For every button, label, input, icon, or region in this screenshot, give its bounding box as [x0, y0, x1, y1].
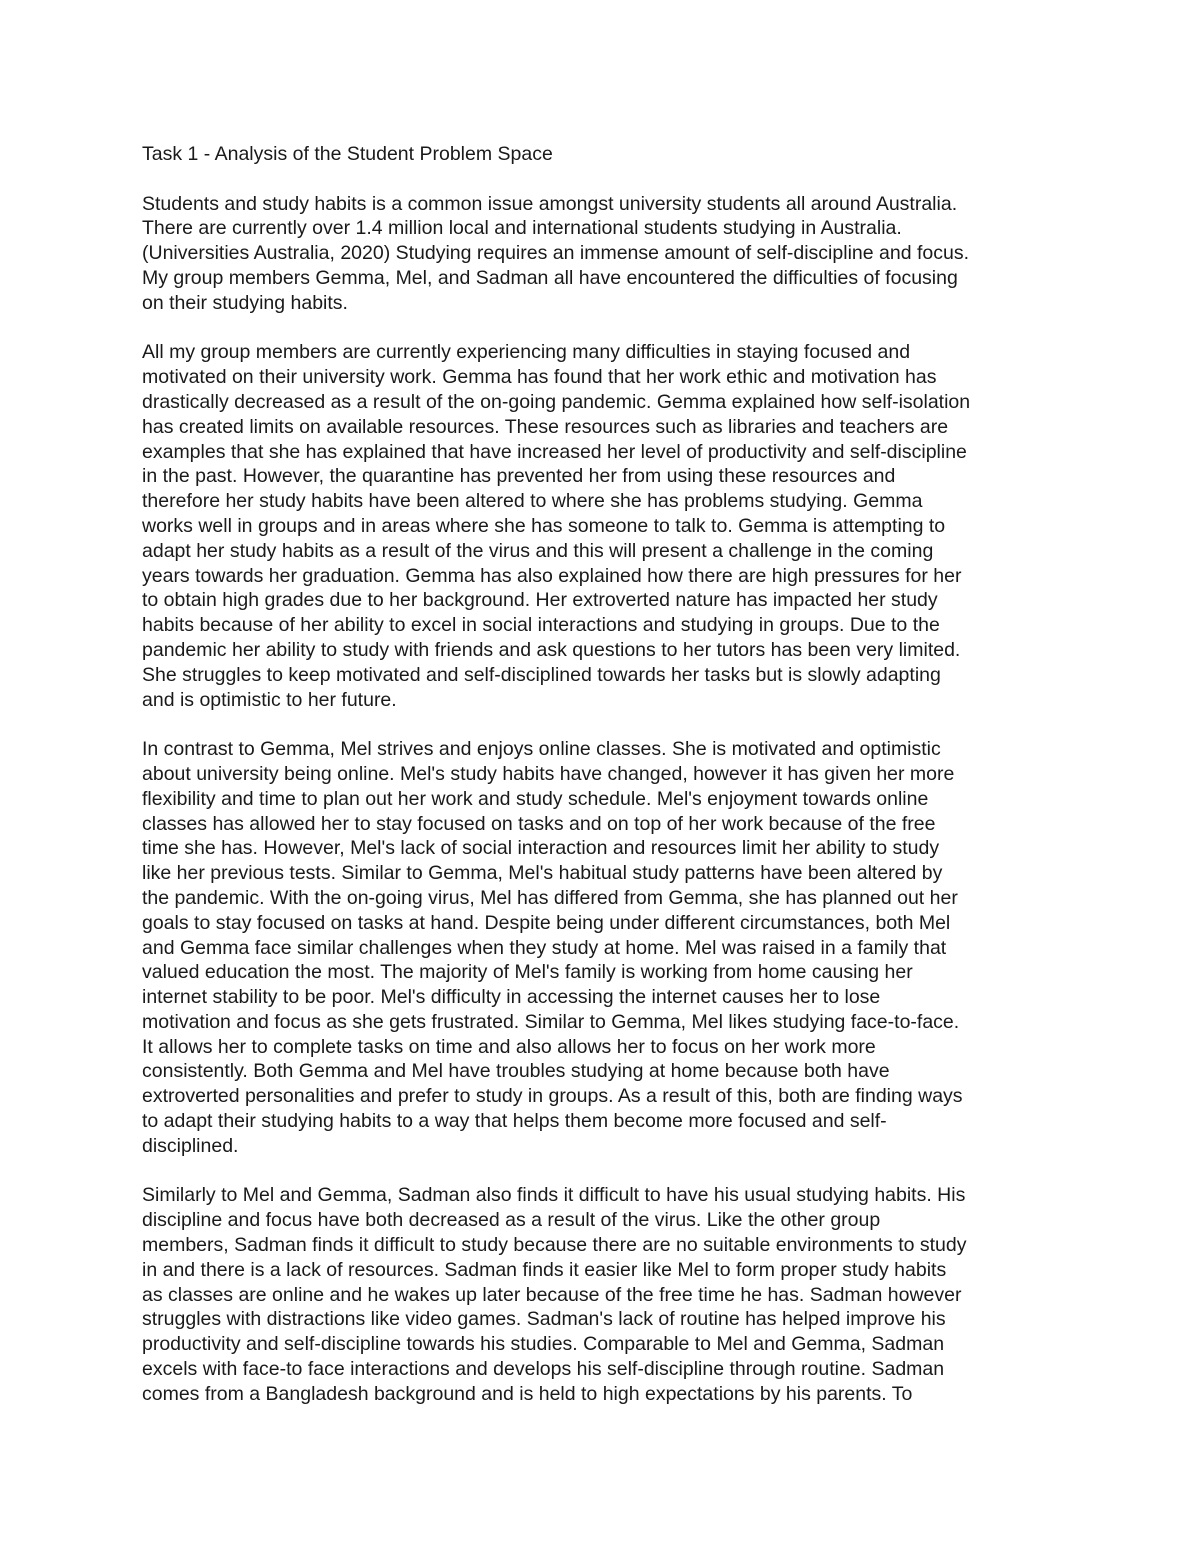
text-line: examples that she has explained that have increased her level of productivity and self-discipline — [142, 440, 967, 463]
text-line: Similarly to Mel and Gemma, Sadman also finds it difficult to have his usual studying habits. His — [142, 1184, 966, 1207]
text-line: time she has. However, Mel's lack of social interaction and resources limit her ability to study — [142, 837, 940, 860]
text-line: motivated on their university work. Gemma has found that her work ethic and motivation has — [142, 366, 937, 389]
text-line: There are currently over 1.4 million local and international students studying in Australia. — [142, 217, 902, 240]
text-line: to obtain high grades due to her background. Her extroverted nature has impacted her study — [142, 589, 938, 612]
text-line: therefore her study habits have been altered to where she has problems studying. Gemma — [142, 490, 923, 513]
text-line: motivation and focus as she gets frustrated. Similar to Gemma, Mel likes studying face-to-face. — [142, 1010, 960, 1033]
text-line: productivity and self-discipline towards his studies. Comparable to Mel and Gemma, Sadman — [142, 1333, 945, 1356]
text-line: disciplined. — [142, 1134, 239, 1157]
text-line: in the past. However, the quarantine has prevented her from using these resources and — [142, 465, 896, 488]
text-line: She struggles to keep motivated and self-disciplined towards her tasks but is slowly adapting — [142, 663, 941, 686]
text-line: works well in groups and in areas where she has someone to talk to. Gemma is attempting to — [142, 514, 946, 537]
document-title: Task 1 - Analysis of the Student Problem Space — [142, 143, 553, 165]
text-line: consistently. Both Gemma and Mel have troubles studying at home because both have — [142, 1060, 890, 1083]
paragraph — [142, 737, 1072, 1159]
text-line: comes from a Bangladesh background and is held to high expectations by his parents. To — [142, 1382, 913, 1405]
text-line: and Gemma face similar challenges when they study at home. Mel was raised in a family that — [142, 936, 947, 959]
text-line: and is optimistic to her future. — [142, 688, 397, 711]
text-line: (Universities Australia, 2020) Studying requires an immense amount of self-discipline and focus. — [142, 242, 969, 265]
text-line: discipline and focus have both decreased as a result of the virus. Like the other group — [142, 1209, 881, 1232]
text-line: members, Sadman finds it difficult to study because there are no suitable environments to study — [142, 1234, 967, 1257]
text-line: In contrast to Gemma, Mel strives and enjoys online classes. She is motivated and optimistic — [142, 738, 941, 761]
document-body — [142, 142, 1072, 1431]
text-line: years towards her graduation. Gemma has also explained how there are high pressures for her — [142, 564, 962, 587]
text-line: excels with face-to face interactions and develops his self-discipline through routine. Sadman — [142, 1358, 945, 1381]
text-line: the pandemic. With the on-going virus, Mel has differed from Gemma, she has planned out her — [142, 886, 958, 909]
text-line: in and there is a lack of resources. Sadman finds it easier like Mel to form proper study habits — [142, 1258, 947, 1281]
paragraph — [142, 340, 1072, 712]
text-line: as classes are online and he wakes up later because of the free time he has. Sadman however — [142, 1283, 962, 1306]
paragraph — [142, 192, 1072, 316]
text-line: My group members Gemma, Mel, and Sadman all have encountered the difficulties of focusing — [142, 266, 958, 289]
text-line: goals to stay focused on tasks at hand. Despite being under different circumstances, both Mel — [142, 911, 951, 934]
text-line: valued education the most. The majority of Mel's family is working from home causing her — [142, 961, 913, 984]
text-line: about university being online. Mel's study habits have changed, however it has given her more — [142, 762, 955, 785]
text-line: All my group members are currently experiencing many difficulties in staying focused and — [142, 341, 911, 364]
text-line: habits because of her ability to excel in social interactions and studying in groups. Due to the — [142, 614, 940, 637]
paragraph — [142, 1183, 1072, 1406]
text-line: pandemic her ability to study with friends and ask questions to her tutors has been very limited. — [142, 638, 961, 661]
text-line: flexibility and time to plan out her work and study schedule. Mel's enjoyment towards online — [142, 787, 929, 810]
text-line: It allows her to complete tasks on time and also allows her to focus on her work more — [142, 1035, 876, 1058]
text-line: like her previous tests. Similar to Gemma, Mel's habitual study patterns have been altered by — [142, 862, 943, 885]
text-line: adapt her study habits as a result of the virus and this will present a challenge in the coming — [142, 539, 934, 562]
text-line: to adapt their studying habits to a way that helps them become more focused and self- — [142, 1110, 887, 1133]
text-line: struggles with distractions like video games. Sadman's lack of routine has helped improve his — [142, 1308, 946, 1331]
text-line: classes has allowed her to stay focused on tasks and on top of her work because of the free — [142, 812, 936, 835]
text-line: on their studying habits. — [142, 291, 348, 314]
text-line: Students and study habits is a common issue amongst university students all around Australia. — [142, 192, 958, 215]
text-line: internet stability to be poor. Mel's difficulty in accessing the internet causes her to lose — [142, 986, 881, 1009]
paragraph-list — [142, 192, 1072, 1407]
text-line: has created limits on available resources. These resources such as libraries and teachers are — [142, 415, 949, 438]
text-line: extroverted personalities and prefer to study in groups. As a result of this, both are finding ways — [142, 1085, 963, 1108]
text-line: drastically decreased as a result of the on-going pandemic. Gemma explained how self-isolation — [142, 390, 971, 413]
